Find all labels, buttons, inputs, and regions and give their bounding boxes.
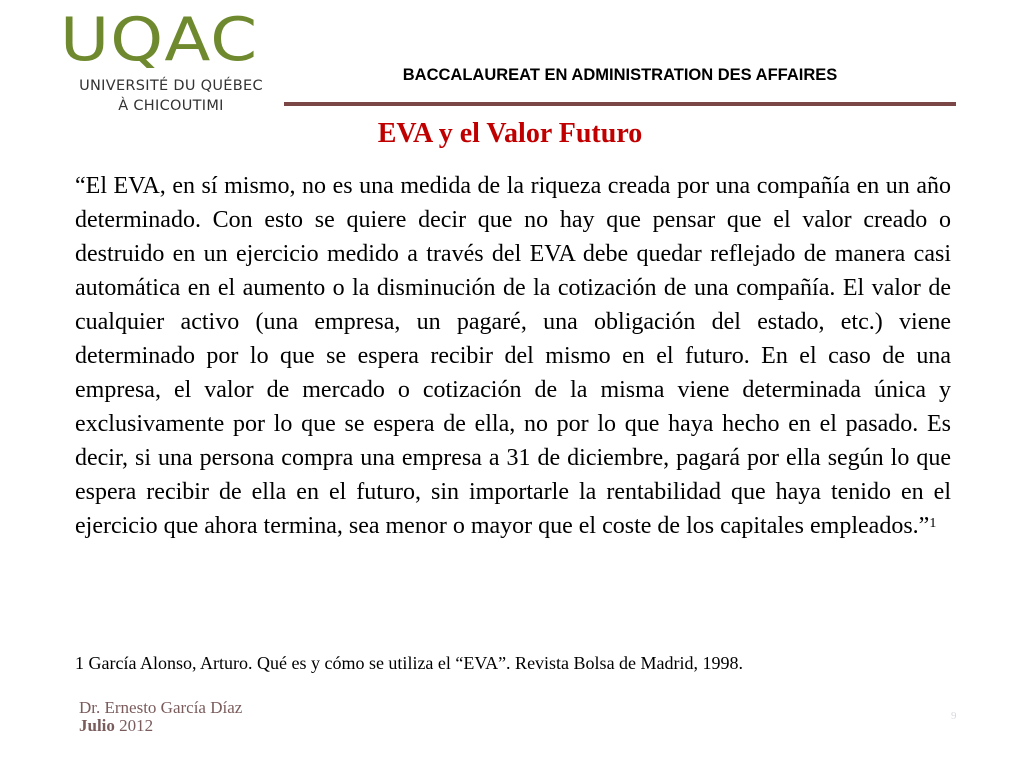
logo-university-line: UNIVERSITÉ DU QUÉBEC <box>79 78 263 94</box>
date-year: 2012 <box>119 716 154 735</box>
header-divider <box>284 102 956 106</box>
presentation-date <box>79 716 153 736</box>
date-month: Julio <box>79 716 115 735</box>
page-number: 9 <box>951 710 957 722</box>
footnote-reference: 1 <box>929 516 937 531</box>
quote-text: “El EVA, en sí mismo, no es una medida de la riqueza creada por una compañía en un año determinado. Con esto se quiere decir que no hay que pensar que el valor creado o destruido en un ejercicio medido a través del EVA debe quedar reflejado de manera casi automática en el aumento o la disminución de la cotización de una compañía. El valor de cualquier activo (una empresa, un pagaré, una obligación del estado, etc.) viene determinado por lo que se espera recibir del mismo en el futuro. En el caso de una empresa, el valor de mercado o cotización de la misma viene determinada única y exclusivamente por lo que se espera de ella, no por lo que haya hecho en el pasado. Es decir, si una persona compra una empresa a 31 de diciembre, pagará por ella según lo que espera recibir de ella en el futuro, sin importarle la rentabilidad que haya tenido en el ejercicio que ahora termina, sea menor o mayor que el coste de los capitales empleados.” <box>75 173 951 539</box>
uqac-logo <box>60 5 284 122</box>
logo-wordmark: UQAC <box>60 5 259 75</box>
quote-paragraph <box>75 169 951 543</box>
footnote-citation: 1 García Alonso, Arturo. Qué es y cómo se utiliza el “EVA”. Revista Bolsa de Madrid, 1998. <box>75 653 744 673</box>
program-header: BACCALAUREAT EN ADMINISTRATION DES AFFAIRES <box>402 66 838 84</box>
logo-campus-line: À CHICOUTIMI <box>118 98 224 114</box>
author-name: Dr. Ernesto García Díaz <box>79 698 243 717</box>
slide-title: EVA y el Valor Futuro <box>377 118 643 149</box>
